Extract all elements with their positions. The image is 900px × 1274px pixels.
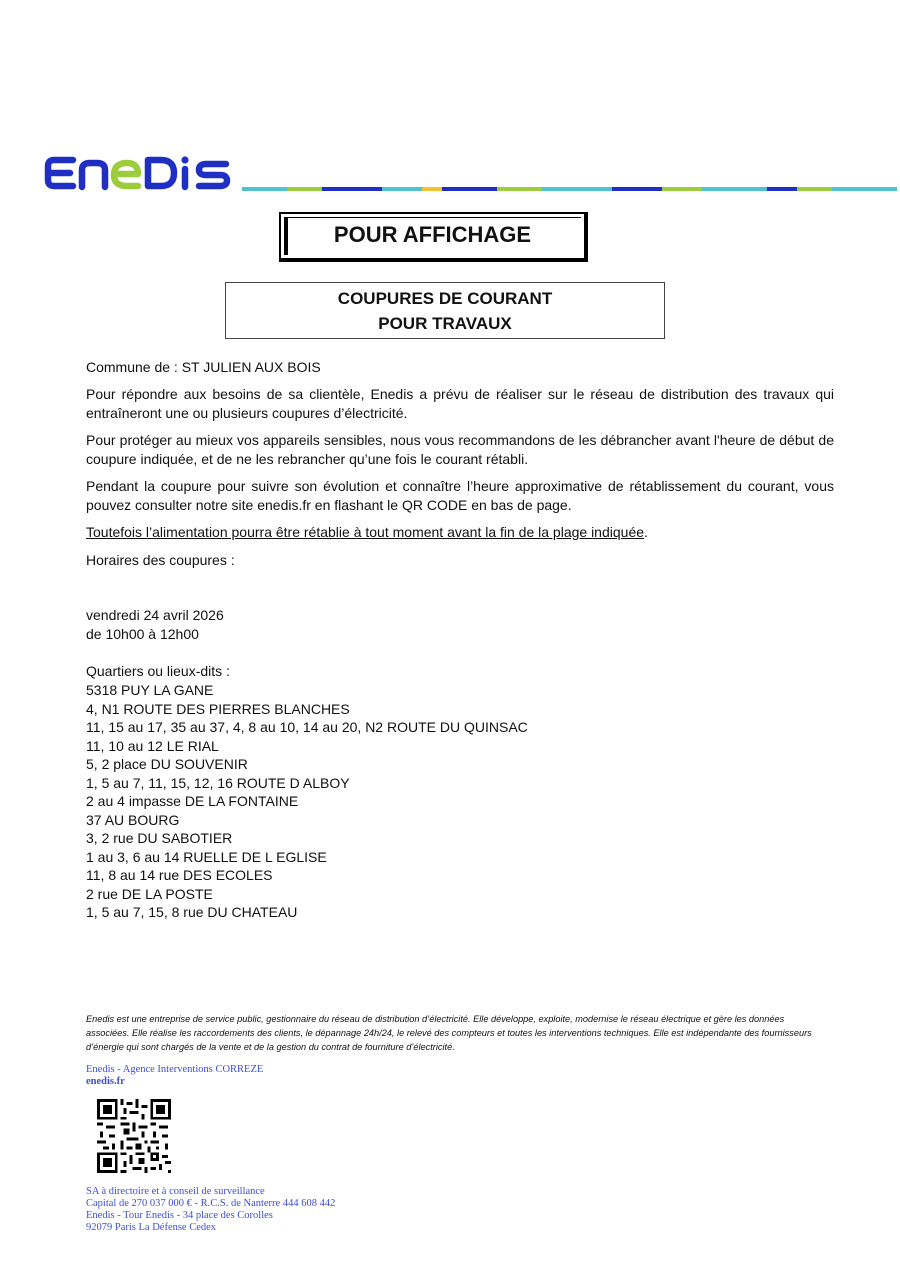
place-item: 1, 5 au 7, 11, 15, 12, 16 ROUTE D ALBOY — [86, 774, 350, 791]
affichage-box — [279, 212, 588, 262]
intro-paragraph: Pour répondre aux besoins de sa clientèle, Enedis a prévu de réaliser sur le réseau de distribution des travaux qui entraîneront une ou plusieurs coupures d’électricité. — [86, 386, 834, 421]
place-item: 11, 15 au 17, 35 au 37, 4, 8 au 10, 14 au 20, N2 ROUTE DU QUINSAC — [86, 719, 528, 735]
place-item: 4, N1 ROUTE DES PIERRES BLANCHES — [86, 700, 350, 717]
qr-code-icon[interactable] — [97, 1099, 171, 1173]
legal-line: SA à directoire et à conseil de surveillance — [86, 1186, 265, 1197]
schedule-date: vendredi 24 avril 2026 — [86, 607, 224, 623]
place-item: 3, 2 rue DU SABOTIER — [86, 830, 233, 846]
place-item: 2 au 4 impasse DE LA FONTAINE — [86, 793, 299, 809]
place-item: 37 AU BOURG — [86, 811, 180, 828]
commune-line: Commune de : ST JULIEN AUX BOIS — [86, 359, 321, 375]
place-item: 11, 8 au 14 rue DES ECOLES — [86, 867, 273, 883]
notice-title-line1: COUPURES DE COURANT — [337, 289, 553, 308]
place-item: 1, 5 au 7, 15, 8 rue DU CHATEAU — [86, 904, 298, 920]
company-description: Enedis est une entreprise de service public, gestionnaire du réseau de distribution d’électricité. Elle développe, exploite, modernise le réseau électrique et gère les données associées. Elle réalise les raccordements des clients, le dépannage 24h/24, le relevé des compteurs et toutes les interventions techniques. Elle est indépendante des fournisseurs d’énergie qui sont chargés de la vente et de la gestion du contrat de fourniture d’électricité. — [86, 1014, 812, 1052]
place-item: 11, 10 au 12 LE RIAL — [86, 737, 219, 754]
schedule-heading: Horaires des coupures : — [86, 552, 235, 568]
place-item: 5, 2 place DU SOUVENIR — [86, 756, 248, 772]
legal-line: Capital de 270 037 000 € - R.C.S. de Nanterre 444 608 442 — [86, 1198, 336, 1209]
warning-period: . — [644, 524, 648, 540]
enedis-logo — [44, 152, 234, 194]
place-item: 2 rue DE LA POSTE — [86, 885, 213, 902]
warning-text: Toutefois l’alimentation pourra être rétablie à tout moment avant la fin de la plage indiquée — [86, 524, 645, 540]
notice-title-line2: POUR TRAVAUX — [378, 314, 512, 333]
place-item: 1 au 3, 6 au 14 RUELLE DE L EGLISE — [86, 848, 327, 865]
legal-line: 92079 Paris La Défense Cedex — [86, 1222, 217, 1233]
affichage-title: POUR AFFICHAGE — [333, 222, 532, 247]
warning-line — [86, 523, 834, 542]
qr-info-paragraph: Pendant la coupure pour suivre son évolution et connaître l’heure approximative de rétablissement du courant, vous pouvez consulter notre site enedis.fr en flashant le QR CODE en bas de page. — [86, 478, 834, 513]
legal-line: Enedis - Tour Enedis - 34 place des Corolles — [86, 1210, 273, 1221]
header-rule — [242, 187, 897, 191]
agency-name: Enedis - Agence Interventions CORREZE — [86, 1064, 264, 1075]
place-item: 5318 PUY LA GANE — [86, 682, 214, 698]
places-heading: Quartiers ou lieux-dits : — [86, 663, 230, 679]
schedule-time: de 10h00 à 12h00 — [86, 626, 199, 642]
places-list — [86, 681, 528, 922]
website-link[interactable]: enedis.fr — [86, 1076, 125, 1087]
notice-title-box — [225, 282, 665, 339]
advice-paragraph: Pour protéger au mieux vos appareils sensibles, nous vous recommandons de les débrancher avant l'heure de début de coupure indiquée, et de ne les rebrancher qu’une fois le courant rétabli. — [86, 432, 834, 467]
